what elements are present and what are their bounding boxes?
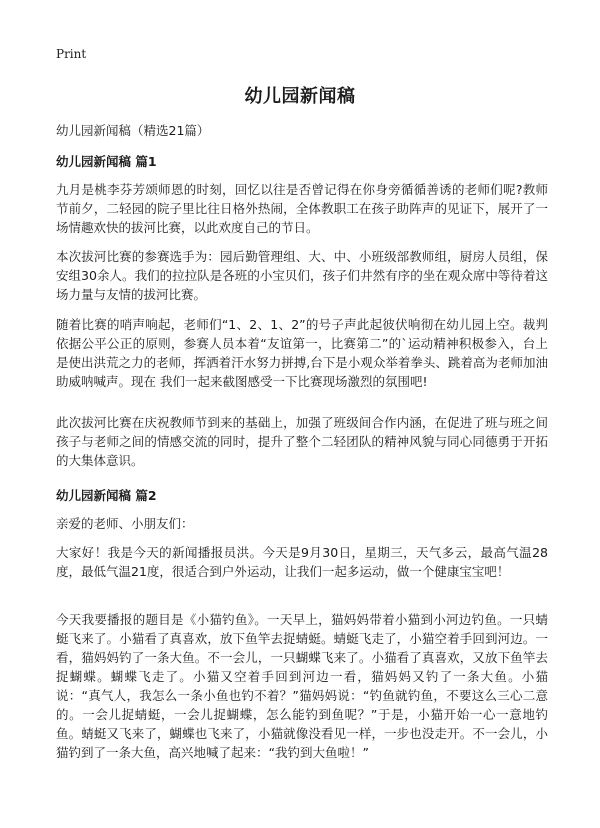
page-title: 幼儿园新闻稿	[244, 86, 356, 107]
section-heading: 幼儿园新闻稿 篇2	[56, 488, 157, 503]
paragraph: 今天我要播报的题目是《小猫钓鱼》。一天早上，猫妈妈带着小猫到小河边钓鱼。一只蜻蜓飞来了。小猫看了真喜欢，放下鱼竿去捉蜻蜓。蜻蜓飞走了，小猫空着手回到河边。一看，猫妈妈钓了一条大鱼。不一会儿，一只蝴蝶飞来了。小猫看了真喜欢，又放下鱼竿去捉蝴蝶。蝴蝶飞走了。小猫又空着手回到河边一看，猫妈妈又钓了一条大鱼。小猫说：“真气人，我怎么一条小鱼也钓不着？”猫妈妈说：“钓鱼就钓鱼，不要这么三心二意的。一会儿捉蜻蜓，一会儿捉蝴蝶，怎么能钓到鱼呢？”于是，小猫开始一心一意地钓鱼。蜻蜓又飞来了，蝴蝶也飞来了，小猫就像没看见一样，一步也没走开。不一会儿，小猫钓到了一条大鱼，高兴地喊了起来：“我钓到大鱼啦！”	[56, 612, 548, 760]
print-link[interactable]: Print	[56, 47, 87, 61]
paragraph: 亲爱的老师、小朋友们：	[56, 516, 194, 531]
paragraph: 九月是桃李芬芳颂师恩的时刻，回忆以往是否曾记得在你身旁循循善诱的老师们呢?教师节前夕，二轻园的院子里比往日格外热闹，全体教职工在孩子助阵声的见证下，展开了一场情趣欢快的拔河比赛，以此欢度自己的节日。	[56, 182, 548, 235]
section-heading: 幼儿园新闻稿 篇1	[56, 154, 157, 169]
paragraph: 此次拔河比赛在庆祝教师节到来的基础上，加强了班级间合作内涵，在促进了班与班之间孩子与老师之间的情感交流的同时，提升了整个二轻团队的精神风貌与同心同德勇于开拓的大集体意识。	[56, 415, 548, 468]
paragraph: 大家好！我是今天的新闻播报员洪。今天是9月30日，星期三，天气多云，最高气温28度，最低气温21度，很适合到户外运动，让我们一起多运动，做一个健康宝宝吧！	[56, 545, 548, 579]
paragraph: 本次拔河比赛的参赛选手为：园后勤管理组、大、中、小班级部教师组，厨房人员组，保安组30余人。我们的拉拉队是各班的小宝贝们，孩子们井然有序的坐在观众席中等待着这场力量与友情的拔河比赛。	[56, 249, 548, 302]
document-subtitle: 幼儿园新闻稿（精选21篇）	[56, 123, 210, 138]
paragraph: 随着比赛的哨声响起，老师们“1、2、1、2”的号子声此起彼伏响彻在幼儿园上空。裁判依据公平公正的原则，参赛人员本着“友谊第一，比赛第二”的`运动精神积极参入，台上是使出洪荒之力的老师，挥洒着汗水努力拼搏,台下是小观众举着拳头、跳着高为老师加油助威呐喊声。现在 我们一起来截图感受一下比赛现场激烈的氛围吧!	[56, 317, 548, 389]
